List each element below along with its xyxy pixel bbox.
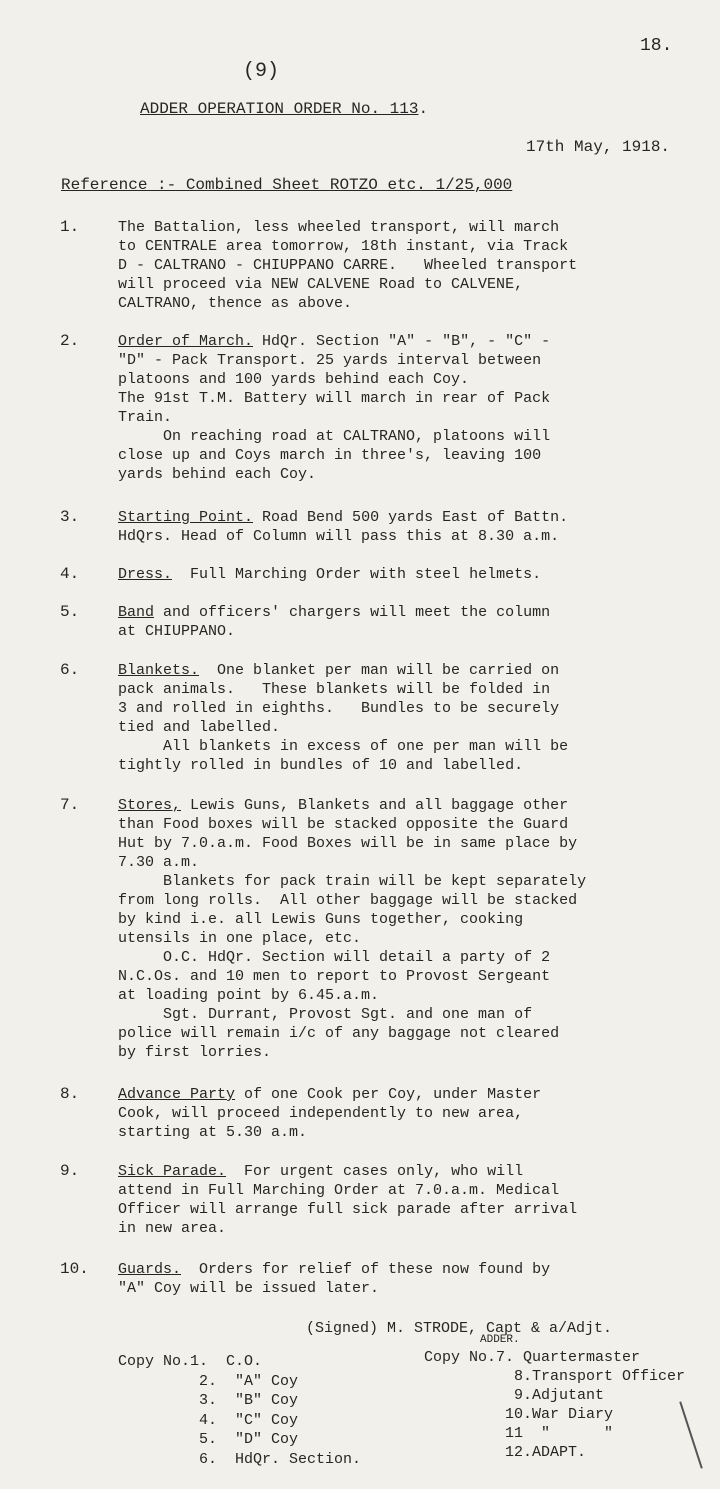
paragraph-heading: Order of March.: [118, 333, 254, 350]
paragraph-line: O.C. HdQr. Section will detail a party of 2: [118, 949, 551, 966]
paragraph-first-line: Blankets. One blanket per man will be carried on: [118, 662, 560, 679]
paragraph-heading: Band: [118, 604, 155, 621]
paragraph-number: 5.: [60, 603, 80, 621]
paragraph-line: will proceed via NEW CALVENE Road to CALVENE,: [118, 276, 524, 293]
paragraph-line: D - CALTRANO - CHIUPPANO CARRE. Wheeled transport: [118, 257, 578, 274]
paragraph-heading: Blankets.: [118, 662, 200, 679]
paragraph-line: 3 and rolled in eighths. Bundles to be securely: [118, 700, 560, 717]
paragraph-number: 10.: [60, 1260, 89, 1278]
reference-line: [61, 176, 512, 194]
paragraph-line: close up and Coys march in three's, leaving 100: [118, 447, 542, 464]
paragraph-line: in new area.: [118, 1220, 227, 1237]
copy-entry: 12.ADAPT.: [424, 1444, 587, 1461]
order-title: [140, 100, 428, 118]
copy-entry: 6. HdQr. Section.: [118, 1450, 362, 1468]
paragraph-line: All blankets in excess of one per man will be: [118, 738, 569, 755]
paragraph-line: to CENTRALE area tomorrow, 18th instant, via Track: [118, 238, 569, 255]
paragraph-body: [118, 332, 718, 484]
paragraph-body: [118, 218, 718, 313]
paragraph-number: 7.: [60, 796, 80, 814]
paragraph-line: at loading point by 6.45.a.m.: [118, 987, 380, 1004]
paragraph-body: [118, 1085, 718, 1142]
paragraph-body: [118, 508, 718, 546]
order-title-end: .: [418, 100, 429, 118]
paragraph-body: [118, 1260, 718, 1298]
paragraph-number: 9.: [60, 1162, 80, 1180]
paragraph-line: Officer will arrange full sick parade after arrival: [118, 1201, 578, 1218]
copy-entry: 8.Transport Officer: [424, 1368, 686, 1385]
paragraph-number: 3.: [60, 508, 80, 526]
paragraph-body: [118, 796, 718, 1062]
handwritten-number: (9): [243, 60, 280, 83]
copy-entry: 2. "A" Coy: [118, 1372, 299, 1390]
signature-line: (Signed) M. STRODE, Capt & a/Adjt.: [306, 1320, 613, 1337]
paragraph-line: N.C.Os. and 10 men to report to Provost Sergeant: [118, 968, 551, 985]
paragraph-line: Hut by 7.0.a.m. Food Boxes will be in same place by: [118, 835, 578, 852]
paragraph-line: HdQrs. Head of Column will pass this at 8.30 a.m.: [118, 528, 560, 545]
reference-text: Reference :- Combined Sheet ROTZO etc. 1/25,000: [61, 176, 513, 194]
paragraph-line: On reaching road at CALTRANO, platoons will: [118, 428, 551, 445]
paragraph-first-line: Sick Parade. For urgent cases only, who will: [118, 1163, 524, 1180]
paragraph-line: at CHIUPPANO.: [118, 623, 236, 640]
paragraph-line: Blankets for pack train will be kept separately: [118, 873, 587, 890]
paragraph-line: from long rolls. All other baggage will be stacked: [118, 892, 578, 909]
paragraph-line: by first lorries.: [118, 1044, 272, 1061]
paragraph-line: Sgt. Durrant, Provost Sgt. and one man of: [118, 1006, 533, 1023]
copy-entry: Copy No.1. C.O.: [118, 1353, 263, 1370]
paragraph-heading: Sick Parade.: [118, 1163, 227, 1180]
copy-entry: 5. "D" Coy: [118, 1431, 299, 1448]
copy-entry: 3. "B" Coy: [118, 1392, 299, 1409]
paragraph-first-line: Band and officers' chargers will meet the column: [118, 604, 551, 621]
order-date: 17th May, 1918.: [526, 138, 671, 156]
copy-entry: 9.Adjutant: [424, 1387, 605, 1404]
paragraph-line: Cook, will proceed independently to new area,: [118, 1105, 524, 1122]
copy-entry: 4. "C" Coy: [118, 1411, 299, 1429]
paragraph-line: pack animals. These blankets will be folded in: [118, 681, 551, 698]
distribution-list-right: [424, 1348, 685, 1462]
paragraph-heading: Advance Party: [118, 1086, 236, 1103]
paragraph-heading: Starting Point.: [118, 509, 254, 526]
paragraph-line: "A" Coy will be issued later.: [118, 1280, 380, 1297]
paragraph-first-line: Starting Point. Road Bend 500 yards East of Battn.: [118, 509, 569, 526]
signature-annotation: ADDER.: [480, 1334, 520, 1346]
copy-entry: 11 " ": [424, 1425, 614, 1442]
paragraph-number: 1.: [60, 218, 80, 236]
paragraph-first-line: Order of March. HdQr. Section "A" - "B", - "C" -: [118, 333, 551, 350]
paragraph-number: 8.: [60, 1085, 80, 1103]
paragraph-number: 6.: [60, 661, 80, 679]
paragraph-body: [118, 661, 718, 775]
copy-entry: Copy No.7. Quartermaster: [424, 1349, 641, 1366]
paragraph-line: yards behind each Coy.: [118, 466, 317, 483]
paragraph-line: tightly rolled in bundles of 10 and labelled.: [118, 757, 524, 774]
paragraph-heading: Stores,: [118, 797, 182, 814]
paragraph-first-line: Stores, Lewis Guns, Blankets and all baggage other: [118, 797, 569, 814]
paragraph-line: than Food boxes will be stacked opposite the Guard: [118, 816, 569, 833]
paragraph-first-line: Dress. Full Marching Order with steel helmets.: [118, 566, 542, 583]
paragraph-line: 7.30 a.m.: [118, 854, 200, 871]
paragraph-first-line: Guards. Orders for relief of these now found by: [118, 1261, 551, 1278]
paragraph-line: tied and labelled.: [118, 719, 281, 736]
paragraph-line: by kind i.e. all Lewis Guns together, cooking: [118, 911, 524, 928]
order-title-text: ADDER OPERATION ORDER No. 113: [140, 100, 419, 118]
paragraph-line: The Battalion, less wheeled transport, will march: [118, 219, 560, 236]
copy-entry: 10.War Diary: [424, 1406, 614, 1423]
paragraph-heading: Dress.: [118, 566, 173, 583]
paragraph-line: platoons and 100 yards behind each Coy.: [118, 371, 470, 388]
paragraph-number: 4.: [60, 565, 80, 583]
paragraph-number: 2.: [60, 332, 80, 350]
paragraph-line: police will remain i/c of any baggage not cleared: [118, 1025, 560, 1042]
distribution-list-left: [118, 1352, 361, 1469]
paragraph-line: "D" - Pack Transport. 25 yards interval between: [118, 352, 542, 369]
paragraph-body: [118, 1162, 718, 1238]
paragraph-line: Train.: [118, 409, 173, 426]
paragraph-body: [118, 565, 718, 584]
paragraph-line: starting at 5.30 a.m.: [118, 1124, 308, 1141]
paragraph-line: utensils in one place, etc.: [118, 930, 362, 947]
paragraph-line: CALTRANO, thence as above.: [118, 295, 353, 312]
paragraph-line: attend in Full Marching Order at 7.0.a.m. Medical: [118, 1182, 560, 1199]
page-number: 18.: [640, 36, 673, 56]
paragraph-heading: Guards.: [118, 1261, 182, 1278]
paragraph-body: [118, 603, 718, 641]
paragraph-line: The 91st T.M. Battery will march in rear of Pack: [118, 390, 551, 407]
paragraph-first-line: Advance Party of one Cook per Coy, under Master: [118, 1086, 542, 1103]
